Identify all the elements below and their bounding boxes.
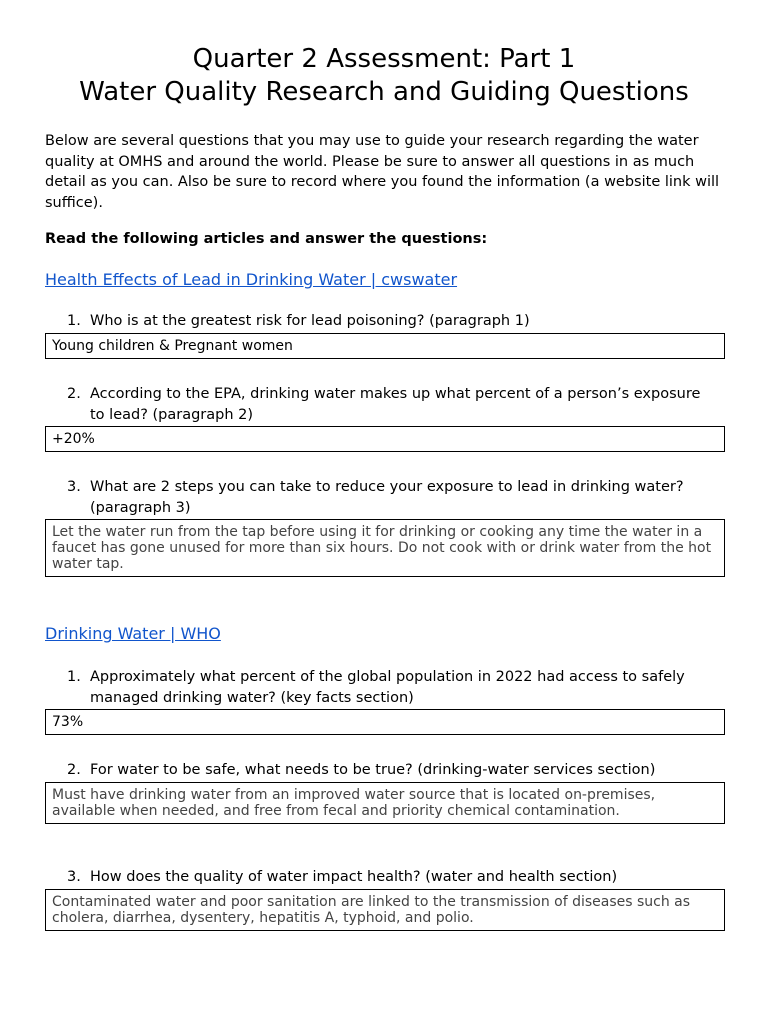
question-text: How does the quality of water impact health? (water and health section) <box>90 869 618 885</box>
intro-paragraph: Below are several questions that you may use to guide your research regarding the water quality at OMHS and around the world. Please be sure to answer all questions in as much detail as you can. Also be sure to record where you found the information (a website link will suffice). <box>45 133 720 211</box>
question-text: According to the EPA, drinking water makes up what percent of a person’s exposure to lead? (paragraph 2) <box>90 386 701 423</box>
question-item <box>67 760 717 781</box>
instructions-text: Read the following articles and answer the questions: <box>45 231 488 247</box>
page-title-line-1: Quarter 2 Assessment: Part 1 <box>192 44 576 74</box>
answer-box[interactable]: Let the water run from the tap before using it for drinking or cooking any time the water in a faucet has gone unused for more than six hours. Do not cook with or drink water from the hot water tap. <box>45 519 725 577</box>
question-number: 3. <box>67 869 81 885</box>
question-number: 2. <box>67 386 81 402</box>
question-text: Approximately what percent of the global population in 2022 had access to safely managed drinking water? (key facts section) <box>90 669 685 706</box>
question-text: For water to be safe, what needs to be true? (drinking-water services section) <box>90 762 656 778</box>
page-title-line-2: Water Quality Research and Guiding Questions <box>79 77 689 107</box>
answer-box[interactable]: Young children & Pregnant women <box>45 333 725 359</box>
answer-box[interactable]: +20% <box>45 426 725 452</box>
answer-box[interactable]: Contaminated water and poor sanitation are linked to the transmission of diseases such as cholera, diarrhea, dysentery, hepatitis A, typhoid, and polio. <box>45 889 725 931</box>
answer-box[interactable]: 73% <box>45 709 725 735</box>
article-link-who[interactable]: Drinking Water | WHO <box>45 624 221 643</box>
answer-box[interactable]: Must have drinking water from an improved water source that is located on-premises, available when needed, and free from fecal and priority chemical contamination. <box>45 782 725 824</box>
question-number: 3. <box>67 479 81 495</box>
question-number: 1. <box>67 313 81 329</box>
question-text: What are 2 steps you can take to reduce your exposure to lead in drinking water? (paragraph 3) <box>90 479 684 516</box>
question-item <box>67 477 717 518</box>
question-text: Who is at the greatest risk for lead poisoning? (paragraph 1) <box>90 313 530 329</box>
question-item <box>67 311 717 332</box>
question-number: 1. <box>67 669 81 685</box>
question-number: 2. <box>67 762 81 778</box>
question-item <box>67 384 717 425</box>
article-link-cwswater[interactable]: Health Effects of Lead in Drinking Water | cwswater <box>45 270 458 289</box>
question-item <box>67 867 717 888</box>
question-item <box>67 667 717 708</box>
